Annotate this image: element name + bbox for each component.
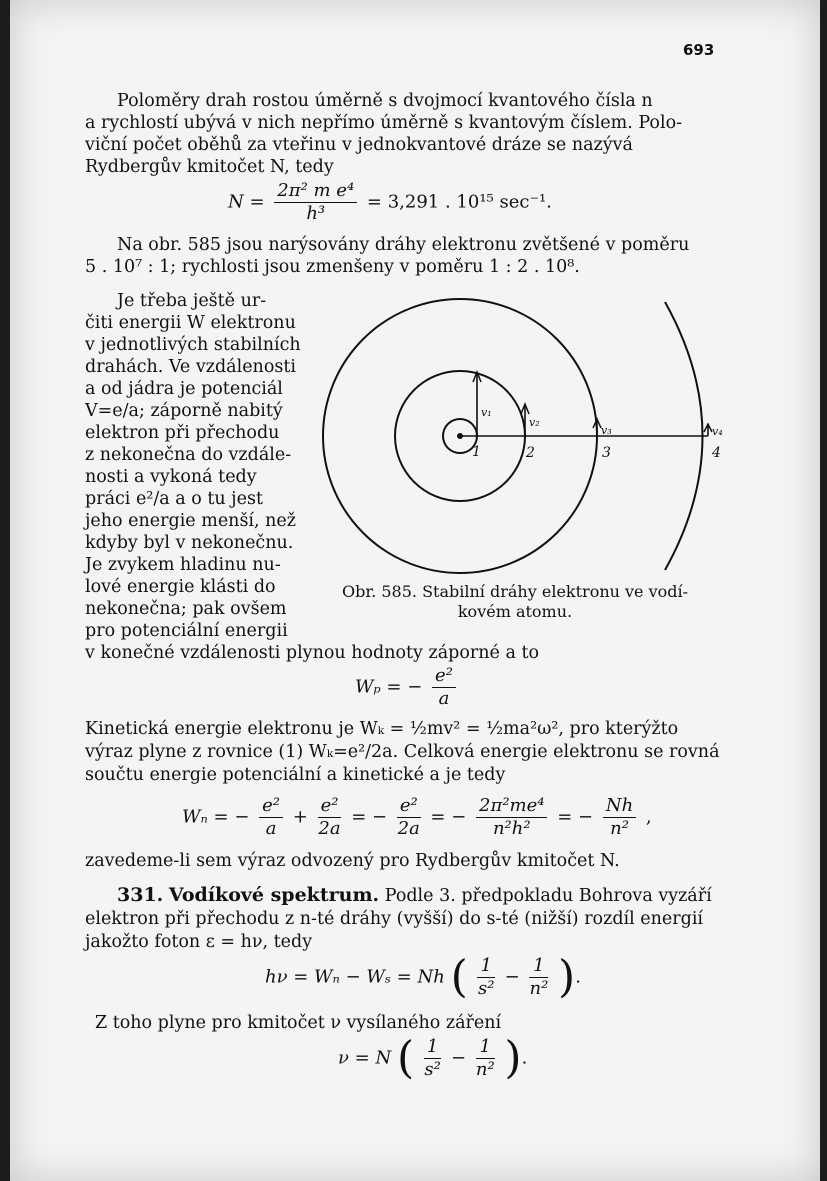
para2-line1: Na obr. 585 jsou narýsovány dráhy elektronu zvětšené v poměru	[117, 235, 690, 255]
fraction	[432, 665, 456, 710]
denominator: s²	[477, 978, 495, 999]
numerator: 2π² m e⁴	[274, 180, 357, 203]
para5: zavedeme-li sem výraz odvozený pro Rydbergův kmitočet N.	[85, 851, 620, 871]
equation-photon	[265, 951, 581, 1003]
side-line: z nekonečna do vzdále-	[85, 445, 292, 465]
operator: = −	[351, 806, 388, 828]
fraction	[274, 180, 357, 225]
velocity-label-2: v₂	[529, 416, 540, 429]
numerator: e²	[318, 795, 342, 818]
operator: = −	[557, 806, 594, 828]
fraction	[318, 795, 342, 840]
para6: Z toho plyne pro kmitočet ν vysílaného záření	[95, 1013, 502, 1033]
para1-line2: a rychlostí ubývá v nich nepřímo úměrně s kvantovým číslem. Polo-	[85, 113, 683, 133]
numerator: 1	[477, 955, 494, 978]
denominator: n²	[610, 818, 629, 839]
side-line: nekonečna; pak ovšem	[85, 599, 287, 619]
fraction	[476, 795, 547, 840]
numerator: 2π²me⁴	[476, 795, 547, 818]
para4-line2: výraz plyne z rovnice (1) Wₖ=e²/2a. Celková energie elektronu se rovná	[85, 742, 720, 762]
para4-line1: Kinetická energie elektronu je Wₖ = ½mv² = ½ma²ω², pro kterýžto	[85, 719, 679, 739]
numerator: e²	[259, 795, 283, 818]
side-line: práci e²/a a o tu jest	[85, 489, 263, 509]
orbit-label-2: 2	[526, 445, 535, 461]
denominator: a	[265, 818, 277, 839]
operator: −	[451, 1047, 467, 1069]
numerator: 1	[424, 1036, 441, 1059]
section-title: Vodíkové spektrum.	[168, 884, 380, 906]
side-line: Je třeba ještě ur-	[117, 291, 267, 311]
fraction	[424, 1036, 441, 1081]
denominator: s²	[424, 1059, 441, 1080]
numerator: 1	[529, 955, 548, 978]
side-line: v jednotlivých stabilních	[85, 335, 301, 355]
left-paren: (	[450, 951, 468, 1003]
numerator: 1	[476, 1036, 495, 1059]
page-number: 693	[683, 41, 715, 59]
velocity-label-1: v₁	[481, 406, 492, 419]
side-line: elektron při přechodu	[85, 423, 280, 443]
numerator: e²	[432, 665, 456, 688]
side-line: čiti energii W elektronu	[85, 313, 296, 333]
fraction	[529, 955, 548, 1000]
punctuation: .	[521, 1047, 528, 1069]
denominator: a	[438, 688, 450, 709]
equation-frequency	[338, 1032, 528, 1084]
eq-lhs: Wₙ = −	[182, 806, 250, 828]
eq-lhs: N =	[228, 191, 265, 213]
denominator: n²	[529, 978, 549, 999]
denominator: 2a	[397, 818, 420, 839]
orbit-diagram	[300, 290, 740, 580]
fraction	[259, 795, 283, 840]
denominator: n²h²	[492, 818, 531, 839]
section-text: Podle 3. předpokladu Bohrova vyzáří	[384, 886, 712, 906]
orbit-label-3: 3	[602, 445, 611, 461]
denominator: h³	[306, 203, 326, 224]
side-line: drahách. Ve vzdálenosti	[85, 357, 296, 377]
left-paren: (	[396, 1032, 415, 1084]
orbit-label-1: 1	[472, 444, 481, 460]
section-line2: elektron při přechodu z n-té dráhy (vyšší) do s-té (nižší) rozdíl energií	[85, 909, 704, 929]
caption-line1: Obr. 585. Stabilní dráhy elektronu ve vodí-	[341, 582, 689, 601]
section-line3: jakožto foton ε = hν, tedy	[85, 932, 313, 952]
velocity-label-3: v₃	[601, 424, 612, 437]
para1-line1: Poloměry drah rostou úměrně s dvojmocí kvantového čísla n	[117, 91, 653, 111]
para1-line4: Rydbergův kmitočet N, tedy	[85, 157, 334, 177]
caption-line2: kovém atomu.	[457, 602, 573, 621]
numerator: e²	[397, 795, 421, 818]
equation-total-energy	[182, 795, 652, 840]
figure-caption	[315, 582, 715, 622]
side-line: kdyby byl v nekonečnu.	[85, 533, 294, 553]
orbit-label-4: 4	[712, 445, 721, 461]
numerator: Nh	[603, 795, 636, 818]
fraction	[603, 795, 636, 840]
side-line: a od jádra je potenciál	[85, 379, 283, 399]
punctuation: .	[575, 966, 581, 988]
book-page	[10, 0, 820, 1181]
denominator: 2a	[318, 818, 341, 839]
side-line: nosti a vykoná tedy	[85, 467, 257, 487]
operator: +	[292, 806, 308, 828]
eq-lhs: Wₚ = −	[355, 676, 423, 698]
eq-rhs: = 3,291 . 10¹⁵ sec⁻¹.	[366, 191, 552, 213]
side-line: pro potenciální energii	[85, 621, 288, 641]
para1-line3: viční počet oběhů za vteřinu v jednokvantové dráze se nazývá	[85, 135, 633, 155]
section-line1	[117, 884, 712, 907]
denominator: n²	[475, 1059, 495, 1080]
velocity-label-4: v₄	[712, 425, 723, 438]
side-line: Je zvykem hladinu nu-	[85, 555, 281, 575]
eq-lhs: hν = Wₙ − Wₛ = Nh	[265, 966, 445, 988]
fraction	[476, 1036, 495, 1081]
para2-line2: 5 . 10⁷ : 1; rychlosti jsou zmenšeny v poměru 1 : 2 . 10⁸.	[85, 257, 580, 277]
eq-lhs: ν = N	[338, 1047, 392, 1069]
side-line: jeho energie menší, než	[85, 511, 296, 531]
punctuation: ,	[645, 806, 652, 828]
equation-rydberg	[228, 180, 552, 225]
operator: −	[504, 966, 520, 988]
section-number: 331.	[117, 884, 164, 906]
para3: v konečné vzdálenosti plynou hodnoty záporné a to	[85, 643, 540, 663]
fraction	[477, 955, 494, 1000]
right-paren: )	[558, 951, 576, 1003]
operator: = −	[430, 806, 467, 828]
fraction	[397, 795, 421, 840]
right-paren: )	[504, 1032, 522, 1084]
para4-line3: součtu energie potenciální a kinetické a je tedy	[85, 765, 506, 785]
side-line: V=e/a; záporně nabitý	[85, 401, 283, 421]
equation-potential	[355, 665, 460, 710]
side-line: lové energie klásti do	[85, 577, 276, 597]
